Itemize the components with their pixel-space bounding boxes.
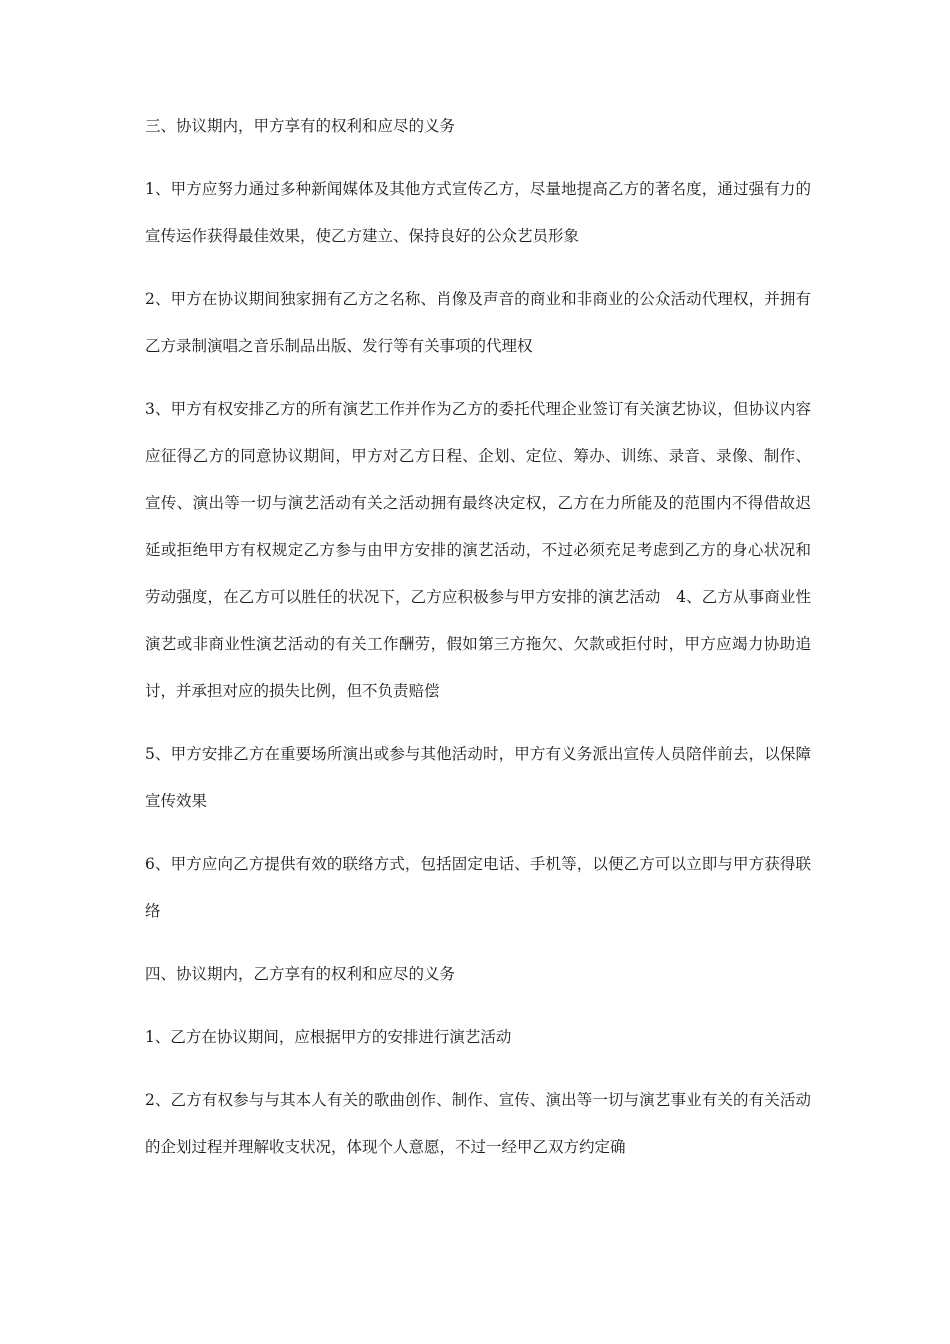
clause-4-1: 1、乙方在协议期间，应根据甲方的安排进行演艺活动 <box>145 1028 512 1046</box>
section-heading-4: 四、协议期内，乙方享有的权利和应尽的义务 <box>145 965 456 983</box>
clause-4-2: 2、乙方有权参与与其本人有关的歌曲创作、制作、宣传、演出等一切与演艺事业有关的有关活动的企划过程并理解收支状况，体现个人意愿，不过一经甲乙双方约定确 <box>145 1091 811 1156</box>
clause-3-5: 5、甲方安排乙方在重要场所演出或参与其他活动时，甲方有义务派出宣传人员陪伴前去，以保障宣传效果 <box>145 745 811 810</box>
clause-3-6: 6、甲方应向乙方提供有效的联络方式，包括固定电话、手机等，以便乙方可以立即与甲方获得联络 <box>145 855 811 920</box>
clause-3-3: 3、甲方有权安排乙方的所有演艺工作并作为乙方的委托代理企业签订有关演艺协议，但协议内容应征得乙方的同意协议期间，甲方对乙方日程、企划、定位、筹办、训练、录音、录像、制作、宣传、演出等一切与演艺活动有关之活动拥有最终决定权，乙方在力所能及的范围内不得借故迟延或拒绝甲方有权规定乙方参与由甲方安排的演艺活动，不过必须充足考虑到乙方的身心状况和劳动强度，在乙方可以胜任的状况下，乙方应积极参与甲方安排的演艺活动 4、乙方从事商业性演艺或非商业性演艺活动的有关工作酬劳，假如第三方拖欠、欠款或拒付时，甲方应竭力协助追讨，并承担对应的损失比例，但不负责赔偿 <box>145 400 811 700</box>
clause-3-1: 1、甲方应努力通过多种新闻媒体及其他方式宣传乙方，尽量地提高乙方的著名度，通过强有力的宣传运作获得最佳效果，使乙方建立、保持良好的公众艺员形象 <box>145 180 811 245</box>
clause-3-2: 2、甲方在协议期间独家拥有乙方之名称、肖像及声音的商业和非商业的公众活动代理权，并拥有乙方录制演唱之音乐制品出版、发行等有关事项的代理权 <box>145 290 811 355</box>
section-heading-3: 三、协议期内，甲方享有的权利和应尽的义务 <box>145 117 456 135</box>
document-page <box>145 103 811 1171</box>
